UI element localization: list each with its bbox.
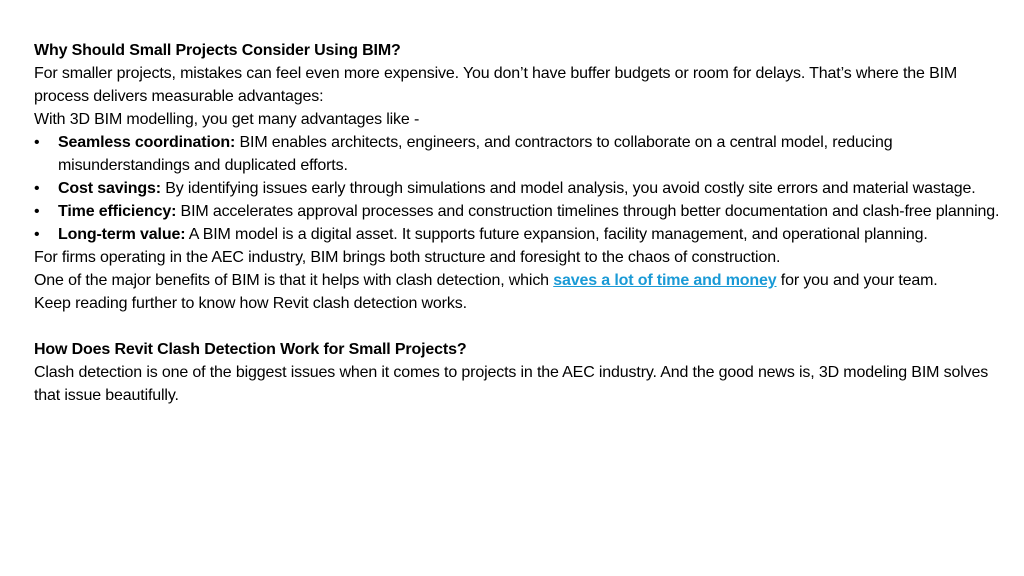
advantages-list	[34, 131, 1002, 246]
bullet-dot-icon: •	[34, 203, 40, 220]
saves-time-money-link[interactable]: saves a lot of time and money	[553, 272, 777, 289]
list-item-cost-savings	[34, 177, 1002, 200]
bullet-dot-icon: •	[34, 226, 40, 243]
clash-detection-paragraph: Clash detection is one of the biggest issues when it comes to projects in the AEC industry. And the good news is, 3D modeling BIM solves that issue beautifully.	[34, 364, 989, 404]
bullet-text: BIM enables architects, engineers, and contractors to collaborate on a central model, reducing misunderstandings and duplicated efforts.	[58, 134, 893, 174]
keep-reading-paragraph: Keep reading further to know how Revit clash detection works.	[34, 295, 467, 312]
bullet-text: A BIM model is a digital asset. It supports future expansion, facility management, and operational planning.	[185, 226, 928, 243]
benefit-text-before: One of the major benefits of BIM is that it helps with clash detection, which	[34, 272, 554, 289]
list-item-long-term-value	[34, 223, 1002, 246]
bullet-dot-icon: •	[34, 134, 40, 151]
benefit-paragraph	[34, 269, 1002, 292]
bullet-term: Seamless coordination:	[58, 134, 236, 151]
list-item-seamless-coordination	[34, 131, 1002, 177]
section-heading-clash-detection: How Does Revit Clash Detection Work for Small Projects?	[34, 341, 467, 358]
list-item-time-efficiency	[34, 200, 1002, 223]
advantages-lead: With 3D BIM modelling, you get many advantages like -	[34, 111, 420, 128]
bullet-term: Time efficiency:	[58, 203, 177, 220]
aec-paragraph: For firms operating in the AEC industry, BIM brings both structure and foresight to the chaos of construction.	[34, 249, 781, 266]
bullet-text: BIM accelerates approval processes and construction timelines through better documentation and clash-free planning.	[176, 203, 1000, 220]
intro-paragraph: For smaller projects, mistakes can feel even more expensive. You don’t have buffer budgets or room for delays. That’s where the BIM process delivers measurable advantages:	[34, 65, 958, 105]
bullet-dot-icon: •	[34, 180, 40, 197]
section-heading-why-bim: Why Should Small Projects Consider Using BIM?	[34, 42, 401, 59]
slide-content	[34, 39, 1002, 407]
bullet-term: Long-term value:	[58, 226, 186, 243]
benefit-text-after: for you and your team.	[776, 272, 938, 289]
bullet-term: Cost savings:	[58, 180, 161, 197]
section-spacer	[34, 315, 1002, 338]
bullet-text: By identifying issues early through simulations and model analysis, you avoid costly site errors and material wastage.	[160, 180, 976, 197]
